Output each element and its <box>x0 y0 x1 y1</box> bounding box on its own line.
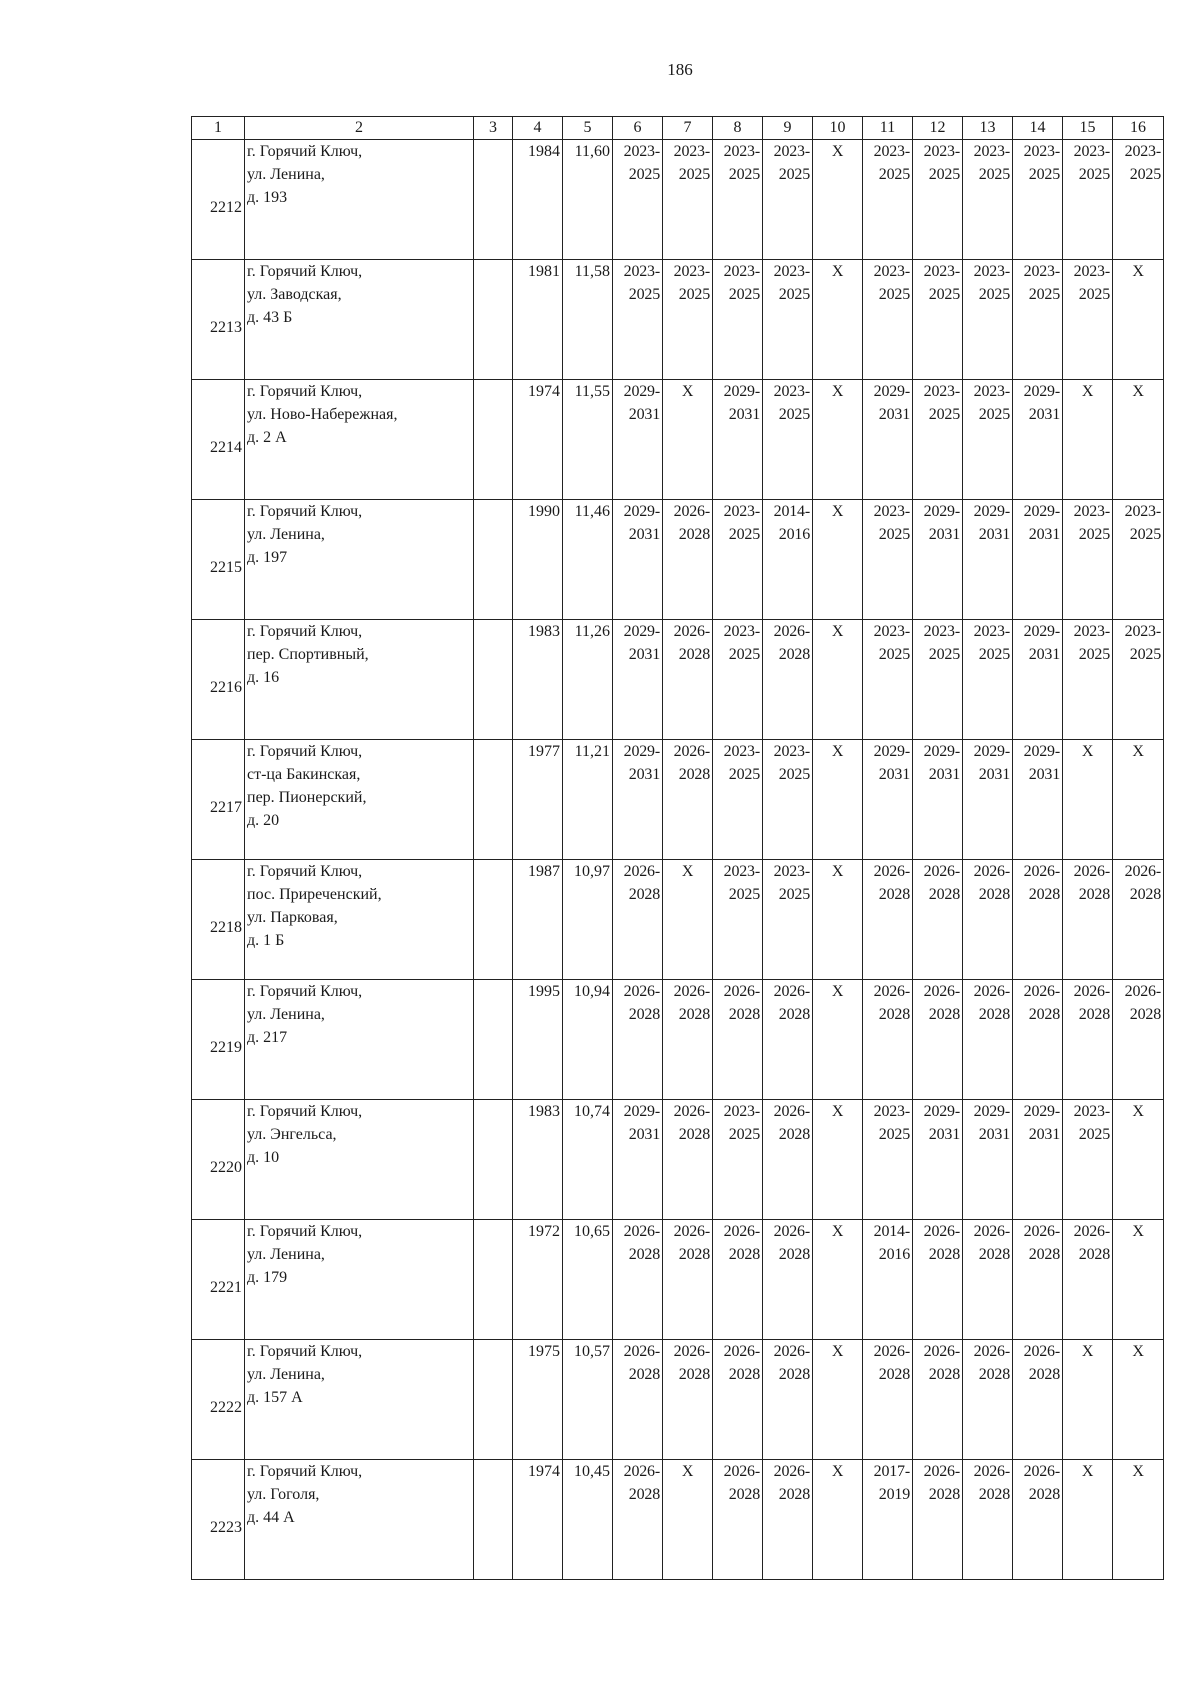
period-cell: X <box>1113 1100 1164 1220</box>
column-header: 10 <box>813 117 863 140</box>
period-cell: 2026- 2028 <box>913 1220 963 1340</box>
period-cell: 2023- 2025 <box>663 260 713 380</box>
period-cell: 2023- 2025 <box>763 140 813 260</box>
table-row <box>192 260 1164 380</box>
period-cell: 2017- 2019 <box>863 1460 913 1580</box>
period-cell: 2029- 2031 <box>1013 500 1063 620</box>
empty-cell <box>474 380 513 500</box>
period-cell: 2029- 2031 <box>863 740 913 860</box>
period-cell: X <box>1113 1460 1164 1580</box>
period-cell: 2023- 2025 <box>713 140 763 260</box>
period-cell: 2023- 2025 <box>1063 620 1113 740</box>
period-cell: 2023- 2025 <box>1063 500 1113 620</box>
year-built-cell: 1984 <box>513 140 563 260</box>
period-cell: 2026- 2028 <box>763 980 813 1100</box>
period-cell: 2029- 2031 <box>863 380 913 500</box>
empty-cell <box>474 980 513 1100</box>
period-cell: 2026- 2028 <box>1113 860 1164 980</box>
period-cell: 2023- 2025 <box>863 620 913 740</box>
row-number: 2216 <box>192 620 245 740</box>
period-cell: 2026- 2028 <box>713 1340 763 1460</box>
row-number: 2219 <box>192 980 245 1100</box>
period-cell: 2026- 2028 <box>863 980 913 1100</box>
period-cell: 2026- 2028 <box>663 1220 713 1340</box>
period-cell: 2029- 2031 <box>613 740 663 860</box>
period-cell: 2023- 2025 <box>663 140 713 260</box>
period-cell: 2023- 2025 <box>963 380 1013 500</box>
column-header: 8 <box>713 117 763 140</box>
year-built-cell: 1983 <box>513 1100 563 1220</box>
period-cell: 2029- 2031 <box>613 380 663 500</box>
period-cell: 2029- 2031 <box>963 740 1013 860</box>
period-cell: 2023- 2025 <box>863 500 913 620</box>
period-cell: 2023- 2025 <box>713 860 763 980</box>
period-cell: 2029- 2031 <box>1013 620 1063 740</box>
column-header: 3 <box>474 117 513 140</box>
period-cell: 2026- 2028 <box>763 620 813 740</box>
period-cell: 2026- 2028 <box>713 1460 763 1580</box>
empty-cell <box>474 620 513 740</box>
value-cell: 11,26 <box>563 620 613 740</box>
period-cell: 2026- 2028 <box>1063 1220 1113 1340</box>
period-cell: 2026- 2028 <box>963 1220 1013 1340</box>
column-header: 11 <box>863 117 913 140</box>
column-header: 4 <box>513 117 563 140</box>
period-cell: 2029- 2031 <box>913 500 963 620</box>
column-header: 12 <box>913 117 963 140</box>
period-cell: X <box>813 260 863 380</box>
row-number: 2223 <box>192 1460 245 1580</box>
period-cell: 2014- 2016 <box>863 1220 913 1340</box>
period-cell: 2023- 2025 <box>713 500 763 620</box>
value-cell: 11,55 <box>563 380 613 500</box>
empty-cell <box>474 500 513 620</box>
period-cell: 2026- 2028 <box>963 980 1013 1100</box>
period-cell: 2023- 2025 <box>963 140 1013 260</box>
period-cell: X <box>813 980 863 1100</box>
period-cell: 2026- 2028 <box>663 980 713 1100</box>
empty-cell <box>474 1340 513 1460</box>
empty-cell <box>474 740 513 860</box>
period-cell: 2026- 2028 <box>1013 980 1063 1100</box>
period-cell: 2026- 2028 <box>1013 1460 1063 1580</box>
period-cell: 2026- 2028 <box>913 860 963 980</box>
period-cell: 2023- 2025 <box>763 380 813 500</box>
period-cell: 2026- 2028 <box>913 980 963 1100</box>
period-cell: 2023- 2025 <box>1113 140 1164 260</box>
year-built-cell: 1974 <box>513 1460 563 1580</box>
column-header: 15 <box>1063 117 1113 140</box>
address-cell: г. Горячий Ключ, ст-ца Бакинская, пер. Пионерский, д. 20 <box>245 740 474 860</box>
period-cell: X <box>813 1100 863 1220</box>
period-cell: 2026- 2028 <box>1113 980 1164 1100</box>
period-cell: 2026- 2028 <box>613 1460 663 1580</box>
period-cell: X <box>813 860 863 980</box>
period-cell: 2023- 2025 <box>913 380 963 500</box>
period-cell: 2026- 2028 <box>663 1100 713 1220</box>
period-cell: 2023- 2025 <box>1113 500 1164 620</box>
period-cell: X <box>1063 740 1113 860</box>
empty-cell <box>474 1460 513 1580</box>
period-cell: 2026- 2028 <box>613 860 663 980</box>
period-cell: 2026- 2028 <box>963 1460 1013 1580</box>
period-cell: 2023- 2025 <box>713 1100 763 1220</box>
period-cell: 2023- 2025 <box>613 140 663 260</box>
period-cell: X <box>1063 1460 1113 1580</box>
period-cell: 2029- 2031 <box>913 740 963 860</box>
row-number: 2221 <box>192 1220 245 1340</box>
period-cell: 2023- 2025 <box>763 260 813 380</box>
column-header: 14 <box>1013 117 1063 140</box>
year-built-cell: 1987 <box>513 860 563 980</box>
empty-cell <box>474 1220 513 1340</box>
row-number: 2218 <box>192 860 245 980</box>
period-cell: 2023- 2025 <box>713 260 763 380</box>
empty-cell <box>474 260 513 380</box>
value-cell: 11,46 <box>563 500 613 620</box>
column-header: 1 <box>192 117 245 140</box>
period-cell: 2026- 2028 <box>913 1460 963 1580</box>
year-built-cell: 1995 <box>513 980 563 1100</box>
year-built-cell: 1981 <box>513 260 563 380</box>
period-cell: 2023- 2025 <box>1013 140 1063 260</box>
period-cell: 2023- 2025 <box>913 620 963 740</box>
column-header: 9 <box>763 117 813 140</box>
period-cell: 2023- 2025 <box>863 140 913 260</box>
period-cell: X <box>813 1460 863 1580</box>
page-number: 186 <box>667 60 693 79</box>
row-number: 2220 <box>192 1100 245 1220</box>
period-cell: 2026- 2028 <box>613 1340 663 1460</box>
empty-cell <box>474 860 513 980</box>
housing-register-table <box>191 116 1164 1580</box>
period-cell: X <box>663 1460 713 1580</box>
period-cell: 2026- 2028 <box>1013 1220 1063 1340</box>
period-cell: 2023- 2025 <box>713 740 763 860</box>
year-built-cell: 1983 <box>513 620 563 740</box>
period-cell: 2029- 2031 <box>613 500 663 620</box>
period-cell: 2023- 2025 <box>863 1100 913 1220</box>
period-cell: X <box>1113 1220 1164 1340</box>
period-cell: 2023- 2025 <box>913 140 963 260</box>
register-body <box>192 140 1164 1580</box>
table-row <box>192 380 1164 500</box>
period-cell: 2014- 2016 <box>763 500 813 620</box>
period-cell: 2023- 2025 <box>613 260 663 380</box>
year-built-cell: 1974 <box>513 380 563 500</box>
period-cell: 2023- 2025 <box>713 620 763 740</box>
period-cell: X <box>813 740 863 860</box>
period-cell: 2026- 2028 <box>763 1340 813 1460</box>
period-cell: X <box>1063 380 1113 500</box>
year-built-cell: 1977 <box>513 740 563 860</box>
period-cell: 2029- 2031 <box>963 1100 1013 1220</box>
period-cell: 2029- 2031 <box>1013 380 1063 500</box>
column-header: 5 <box>563 117 613 140</box>
address-cell: г. Горячий Ключ, пос. Приреченский, ул. Парковая, д. 1 Б <box>245 860 474 980</box>
table-row <box>192 1460 1164 1580</box>
table-row <box>192 620 1164 740</box>
address-cell: г. Горячий Ключ, ул. Гоголя, д. 44 А <box>245 1460 474 1580</box>
value-cell: 10,65 <box>563 1220 613 1340</box>
address-cell: г. Горячий Ключ, ул. Ленина, д. 217 <box>245 980 474 1100</box>
table-row <box>192 1340 1164 1460</box>
period-cell: 2029- 2031 <box>613 620 663 740</box>
period-cell: X <box>813 620 863 740</box>
period-cell: 2026- 2028 <box>663 620 713 740</box>
period-cell: 2023- 2025 <box>1063 260 1113 380</box>
column-header: 13 <box>963 117 1013 140</box>
period-cell: 2029- 2031 <box>1013 1100 1063 1220</box>
period-cell: 2029- 2031 <box>1013 740 1063 860</box>
column-header: 2 <box>245 117 474 140</box>
period-cell: X <box>813 380 863 500</box>
period-cell: 2026- 2028 <box>963 1340 1013 1460</box>
value-cell: 10,97 <box>563 860 613 980</box>
period-cell: X <box>1113 740 1164 860</box>
period-cell: 2026- 2028 <box>763 1100 813 1220</box>
period-cell: 2026- 2028 <box>713 1220 763 1340</box>
period-cell: 2026- 2028 <box>763 1460 813 1580</box>
period-cell: X <box>1063 1340 1113 1460</box>
address-cell: г. Горячий Ключ, пер. Спортивный, д. 16 <box>245 620 474 740</box>
period-cell: 2029- 2031 <box>913 1100 963 1220</box>
year-built-cell: 1990 <box>513 500 563 620</box>
period-cell: 2026- 2028 <box>763 1220 813 1340</box>
table-row <box>192 980 1164 1100</box>
period-cell: 2029- 2031 <box>613 1100 663 1220</box>
period-cell: X <box>813 140 863 260</box>
address-cell: г. Горячий Ключ, ул. Ленина, д. 197 <box>245 500 474 620</box>
table-row <box>192 500 1164 620</box>
address-cell: г. Горячий Ключ, ул. Ново-Набережная, д. 2 А <box>245 380 474 500</box>
value-cell: 10,57 <box>563 1340 613 1460</box>
column-header: 7 <box>663 117 713 140</box>
period-cell: 2026- 2028 <box>613 1220 663 1340</box>
period-cell: X <box>1113 260 1164 380</box>
year-built-cell: 1972 <box>513 1220 563 1340</box>
column-header: 16 <box>1113 117 1164 140</box>
table-row <box>192 140 1164 260</box>
address-cell: г. Горячий Ключ, ул. Энгельса, д. 10 <box>245 1100 474 1220</box>
period-cell: 2026- 2028 <box>863 1340 913 1460</box>
period-cell: 2026- 2028 <box>1013 1340 1063 1460</box>
table-row <box>192 740 1164 860</box>
period-cell: X <box>813 500 863 620</box>
period-cell: 2029- 2031 <box>713 380 763 500</box>
column-header: 6 <box>613 117 663 140</box>
row-number: 2215 <box>192 500 245 620</box>
row-number: 2213 <box>192 260 245 380</box>
table-row <box>192 860 1164 980</box>
year-built-cell: 1975 <box>513 1340 563 1460</box>
period-cell: 2026- 2028 <box>663 1340 713 1460</box>
period-cell: 2023- 2025 <box>1113 620 1164 740</box>
period-cell: X <box>1113 1340 1164 1460</box>
row-number: 2212 <box>192 140 245 260</box>
period-cell: 2023- 2025 <box>963 260 1013 380</box>
period-cell: 2023- 2025 <box>1063 1100 1113 1220</box>
period-cell: 2023- 2025 <box>863 260 913 380</box>
period-cell: 2026- 2028 <box>913 1340 963 1460</box>
period-cell: 2023- 2025 <box>913 260 963 380</box>
value-cell: 11,60 <box>563 140 613 260</box>
period-cell: 2026- 2028 <box>863 860 913 980</box>
table-row <box>192 1220 1164 1340</box>
row-number: 2214 <box>192 380 245 500</box>
period-cell: 2026- 2028 <box>713 980 763 1100</box>
column-number-row <box>192 117 1164 140</box>
period-cell: X <box>1113 380 1164 500</box>
address-cell: г. Горячий Ключ, ул. Ленина, д. 179 <box>245 1220 474 1340</box>
period-cell: 2023- 2025 <box>1013 260 1063 380</box>
period-cell: 2023- 2025 <box>1063 140 1113 260</box>
empty-cell <box>474 1100 513 1220</box>
period-cell: 2026- 2028 <box>963 860 1013 980</box>
period-cell: 2023- 2025 <box>763 860 813 980</box>
address-cell: г. Горячий Ключ, ул. Заводская, д. 43 Б <box>245 260 474 380</box>
period-cell: 2026- 2028 <box>613 980 663 1100</box>
period-cell: 2026- 2028 <box>663 740 713 860</box>
row-number: 2217 <box>192 740 245 860</box>
value-cell: 11,21 <box>563 740 613 860</box>
period-cell: X <box>663 380 713 500</box>
period-cell: 2023- 2025 <box>963 620 1013 740</box>
empty-cell <box>474 140 513 260</box>
period-cell: 2026- 2028 <box>1013 860 1063 980</box>
period-cell: X <box>813 1220 863 1340</box>
row-number: 2222 <box>192 1340 245 1460</box>
value-cell: 10,74 <box>563 1100 613 1220</box>
period-cell: 2026- 2028 <box>1063 860 1113 980</box>
address-cell: г. Горячий Ключ, ул. Ленина, д. 193 <box>245 140 474 260</box>
address-cell: г. Горячий Ключ, ул. Ленина, д. 157 А <box>245 1340 474 1460</box>
period-cell: X <box>663 860 713 980</box>
period-cell: 2023- 2025 <box>763 740 813 860</box>
value-cell: 10,94 <box>563 980 613 1100</box>
period-cell: X <box>813 1340 863 1460</box>
period-cell: 2029- 2031 <box>963 500 1013 620</box>
table-row <box>192 1100 1164 1220</box>
period-cell: 2026- 2028 <box>663 500 713 620</box>
value-cell: 10,45 <box>563 1460 613 1580</box>
period-cell: 2026- 2028 <box>1063 980 1113 1100</box>
value-cell: 11,58 <box>563 260 613 380</box>
